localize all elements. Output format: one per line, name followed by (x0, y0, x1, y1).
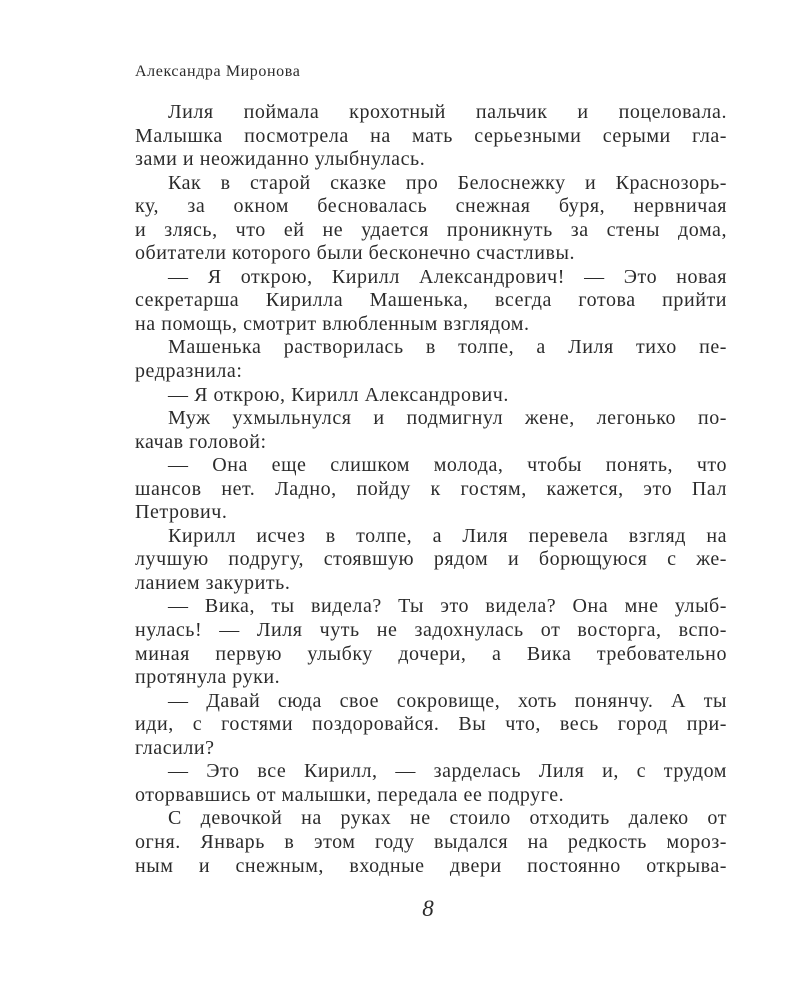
paragraph (135, 266, 727, 337)
text-line: секретарша Кирилла Машенька, всегда готова прийти (135, 289, 727, 312)
text-line: миная первую улыбку дочери, а Вика требовательно (135, 642, 727, 665)
paragraph (135, 525, 727, 596)
text-line: — Я открою, Кирилл Александрович. (168, 383, 509, 406)
paragraph (135, 384, 727, 408)
text-line: огня. Январь в этом году выдался на редкость мороз- (135, 830, 727, 853)
text-line: на помощь, смотрит влюбленным взглядом. (135, 312, 530, 335)
paragraph (135, 595, 727, 689)
paragraph (135, 407, 727, 454)
text-line: Как в старой сказке про Белоснежку и Краснозорь- (168, 171, 727, 194)
text-line: качав головой: (135, 430, 267, 453)
text-line: Петрович. (135, 501, 228, 524)
text-line: Лиля поймала крохотный пальчик и поцеловала. (168, 101, 727, 123)
text-line: зами и неожиданно улыбнулась. (135, 148, 426, 171)
paragraph (135, 454, 727, 525)
text-line: Кирилл исчез в толпе, а Лиля перевела взгляд на (168, 524, 727, 547)
running-head-author: Александра Миронова (135, 63, 301, 80)
text-line: ланием закурить. (135, 571, 291, 594)
text-line: — Она еще слишком молода, чтобы понять, что (168, 454, 727, 477)
text-line: — Вика, ты видела? Ты это видела? Она мне улыб- (168, 595, 727, 618)
text-line: и злясь, что ей не удается проникнуть за стены дома, (135, 218, 727, 241)
page-number: 8 (422, 896, 434, 921)
text-line: гласили? (135, 736, 215, 759)
paragraph (135, 101, 727, 172)
text-line: оторвавшись от малышки, передала ее подруге. (135, 783, 565, 806)
text-line: обитатели которого были бесконечно счастливы. (135, 242, 575, 265)
text-line: Малышка посмотрела на мать серьезными серыми гла- (135, 124, 727, 147)
text-line: Машенька растворилась в толпе, а Лиля тихо пе- (168, 336, 727, 359)
text-line: — Это все Кирилл, — зарделась Лиля и, с трудом (168, 760, 727, 783)
paragraph (135, 172, 727, 266)
text-line: иди, с гостями поздоровайся. Вы что, весь город при- (135, 713, 727, 736)
paragraph (135, 760, 727, 807)
text-line: ным и снежным, входные двери постоянно открыва- (135, 854, 727, 877)
text-line: протянула руки. (135, 666, 281, 689)
text-line: — Я открою, Кирилл Александрович! — Это новая (168, 265, 727, 288)
text-line: редразнила: (135, 360, 243, 383)
paragraph (135, 690, 727, 761)
text-line: шансов нет. Ладно, пойду к гостям, кажется, это Пал (135, 477, 727, 500)
paragraph (135, 336, 727, 383)
text-line: С девочкой на руках не стоило отходить далеко от (168, 807, 727, 830)
text-line: лучшую подругу, стоявшую рядом и борющуюся с же- (135, 548, 727, 571)
text-line: — Давай сюда свое сокровище, хоть понянчу. А ты (168, 689, 727, 712)
text-line: нулась! — Лиля чуть не задохнулась от восторга, вспо- (135, 619, 727, 642)
text-line: ку, за окном бесновалась снежная буря, нервничая (135, 195, 727, 218)
paragraph (135, 807, 727, 878)
body-text (135, 101, 727, 878)
text-line: Муж ухмыльнулся и подмигнул жене, легонько по- (168, 407, 727, 430)
